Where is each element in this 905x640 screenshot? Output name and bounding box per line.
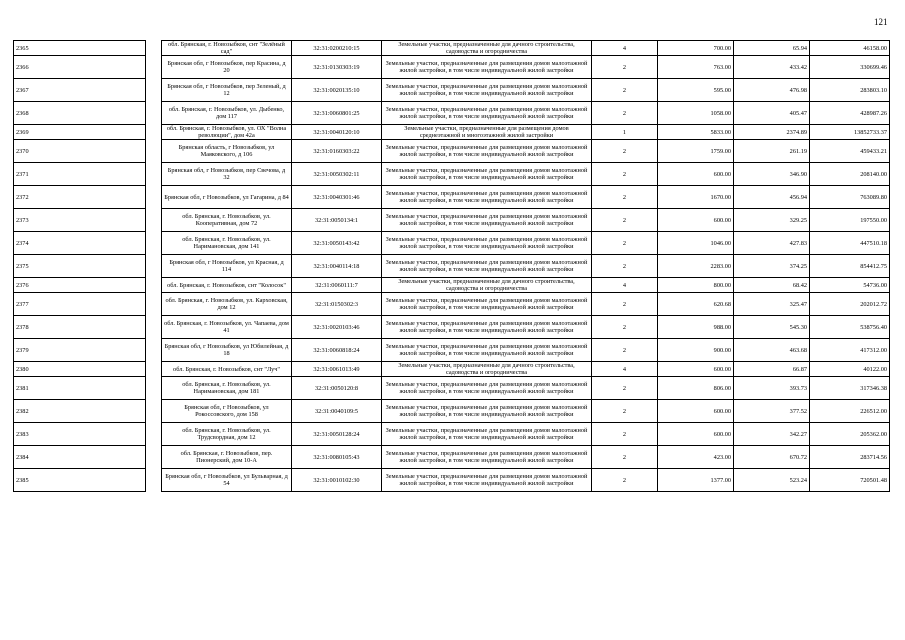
row-number-cell: 2369 bbox=[14, 125, 146, 140]
row-number-cell: 2380 bbox=[14, 362, 146, 377]
land-cadastral-table bbox=[13, 40, 890, 492]
land-use-cell: Земельные участки, предназначенные для дачного строительства, садоводства и огородничества bbox=[382, 41, 592, 56]
table-row bbox=[14, 125, 890, 140]
table-row bbox=[14, 255, 890, 278]
row-number-cell: 2376 bbox=[14, 278, 146, 293]
group-cell: 2 bbox=[592, 255, 658, 278]
land-use-cell: Земельные участки, предназначенные для размещения домов малоэтажной жилой застройки, в том числе индивидуальной жилой застройки bbox=[382, 446, 592, 469]
land-use-cell: Земельные участки, предназначенные для размещения домов малоэтажной жилой застройки, в том числе индивидуальной жилой застройки bbox=[382, 400, 592, 423]
area-cell: 595.00 bbox=[658, 79, 734, 102]
cadastral-number-cell: 32:31:0150302:3 bbox=[292, 293, 382, 316]
spacer-cell bbox=[146, 339, 162, 362]
group-cell: 2 bbox=[592, 423, 658, 446]
cadastral-number-cell: 32:31:0050143:42 bbox=[292, 232, 382, 255]
address-cell: обл. Брянская, г. Новозыбков, ул. Кооперативная, дом 72 bbox=[162, 209, 292, 232]
specific-value-cell: 433.42 bbox=[734, 56, 810, 79]
cadastral-number-cell: 32:31:0020103:46 bbox=[292, 316, 382, 339]
address-cell: Брянская обл, г Новозыбков, ул Рокоссовского, дом 158 bbox=[162, 400, 292, 423]
area-cell: 620.68 bbox=[658, 293, 734, 316]
spacer-cell bbox=[146, 125, 162, 140]
group-cell: 2 bbox=[592, 293, 658, 316]
group-cell: 4 bbox=[592, 278, 658, 293]
specific-value-cell: 523.24 bbox=[734, 469, 810, 492]
row-number-cell: 2366 bbox=[14, 56, 146, 79]
area-cell: 763.00 bbox=[658, 56, 734, 79]
land-use-cell: Земельные участки, предназначенные для дачного строительства, садоводства и огородничества bbox=[382, 278, 592, 293]
area-cell: 2283.00 bbox=[658, 255, 734, 278]
land-use-cell: Земельные участки, предназначенные для размещения домов малоэтажной жилой застройки, в том числе индивидуальной жилой застройки bbox=[382, 293, 592, 316]
address-cell: обл. Брянская, г. Новозыбков, ул. Наримановская, дом 181 bbox=[162, 377, 292, 400]
area-cell: 700.00 bbox=[658, 41, 734, 56]
specific-value-cell: 68.42 bbox=[734, 278, 810, 293]
spacer-cell bbox=[146, 41, 162, 56]
cadastral-value-cell: 40122.00 bbox=[810, 362, 890, 377]
cadastral-value-cell: 417312.00 bbox=[810, 339, 890, 362]
spacer-cell bbox=[146, 423, 162, 446]
area-cell: 1046.00 bbox=[658, 232, 734, 255]
cadastral-value-cell: 46158.00 bbox=[810, 41, 890, 56]
area-cell: 600.00 bbox=[658, 362, 734, 377]
group-cell: 2 bbox=[592, 316, 658, 339]
cadastral-number-cell: 32:31:0200210:15 bbox=[292, 41, 382, 56]
area-cell: 988.00 bbox=[658, 316, 734, 339]
table-row bbox=[14, 56, 890, 79]
specific-value-cell: 463.68 bbox=[734, 339, 810, 362]
group-cell: 2 bbox=[592, 377, 658, 400]
specific-value-cell: 670.72 bbox=[734, 446, 810, 469]
group-cell: 2 bbox=[592, 186, 658, 209]
group-cell: 2 bbox=[592, 102, 658, 125]
address-cell: Брянская обл, г Новозыбков, ул Гагарина, д 84 bbox=[162, 186, 292, 209]
table-row bbox=[14, 316, 890, 339]
table-row bbox=[14, 140, 890, 163]
spacer-cell bbox=[146, 469, 162, 492]
address-cell: обл. Брянская, г. Новозыбков, ул. Карховская, дом 12 bbox=[162, 293, 292, 316]
specific-value-cell: 545.30 bbox=[734, 316, 810, 339]
land-use-cell: Земельные участки, предназначенные для размещения домов малоэтажной жилой застройки, в том числе индивидуальной жилой застройки bbox=[382, 163, 592, 186]
cadastral-number-cell: 32:31:0050120:8 bbox=[292, 377, 382, 400]
cadastral-value-cell: 720501.48 bbox=[810, 469, 890, 492]
group-cell: 2 bbox=[592, 79, 658, 102]
land-use-cell: Земельные участки, предназначенные для размещения домов малоэтажной жилой застройки, в том числе индивидуальной жилой застройки bbox=[382, 377, 592, 400]
cadastral-number-cell: 32:31:0060111:7 bbox=[292, 278, 382, 293]
specific-value-cell: 65.94 bbox=[734, 41, 810, 56]
land-use-cell: Земельные участки, предназначенные для размещения домов малоэтажной жилой застройки, в том числе индивидуальной жилой застройки bbox=[382, 102, 592, 125]
area-cell: 600.00 bbox=[658, 163, 734, 186]
spacer-cell bbox=[146, 140, 162, 163]
area-cell: 423.00 bbox=[658, 446, 734, 469]
specific-value-cell: 261.19 bbox=[734, 140, 810, 163]
spacer-cell bbox=[146, 316, 162, 339]
group-cell: 4 bbox=[592, 41, 658, 56]
land-use-cell: Земельные участки, предназначенные для размещения домов малоэтажной жилой застройки, в том числе индивидуальной жилой застройки bbox=[382, 316, 592, 339]
address-cell: обл. Брянская, г. Новозыбков, снт "Луч" bbox=[162, 362, 292, 377]
specific-value-cell: 325.47 bbox=[734, 293, 810, 316]
cadastral-number-cell: 32:31:0050128:24 bbox=[292, 423, 382, 446]
group-cell: 4 bbox=[592, 362, 658, 377]
specific-value-cell: 346.90 bbox=[734, 163, 810, 186]
row-number-cell: 2372 bbox=[14, 186, 146, 209]
specific-value-cell: 66.87 bbox=[734, 362, 810, 377]
cadastral-number-cell: 32:31:0040114:18 bbox=[292, 255, 382, 278]
land-use-cell: Земельные участки, предназначенные для размещения домов малоэтажной жилой застройки, в том числе индивидуальной жилой застройки bbox=[382, 339, 592, 362]
cadastral-value-cell: 226512.00 bbox=[810, 400, 890, 423]
spacer-cell bbox=[146, 56, 162, 79]
cadastral-value-cell: 854412.75 bbox=[810, 255, 890, 278]
land-use-cell: Земельные участки, предназначенные для размещения домов малоэтажной жилой застройки, в том числе индивидуальной жилой застройки bbox=[382, 469, 592, 492]
specific-value-cell: 374.25 bbox=[734, 255, 810, 278]
table-body bbox=[14, 41, 890, 492]
specific-value-cell: 476.98 bbox=[734, 79, 810, 102]
cadastral-number-cell: 32:31:0160303:22 bbox=[292, 140, 382, 163]
cadastral-value-cell: 538756.40 bbox=[810, 316, 890, 339]
table-row bbox=[14, 423, 890, 446]
area-cell: 600.00 bbox=[658, 400, 734, 423]
cadastral-value-cell: 208140.00 bbox=[810, 163, 890, 186]
row-number-cell: 2379 bbox=[14, 339, 146, 362]
group-cell: 2 bbox=[592, 140, 658, 163]
row-number-cell: 2371 bbox=[14, 163, 146, 186]
group-cell: 2 bbox=[592, 446, 658, 469]
table-row bbox=[14, 339, 890, 362]
land-use-cell: Земельные участки, предназначенные для размещения домов малоэтажной жилой застройки, в том числе индивидуальной жилой застройки bbox=[382, 423, 592, 446]
cadastral-value-cell: 54736.00 bbox=[810, 278, 890, 293]
address-cell: Брянская область, г Новозыбков, ул Маяковского, д 106 bbox=[162, 140, 292, 163]
page-number: 121 bbox=[874, 17, 888, 27]
cadastral-value-cell: 283714.56 bbox=[810, 446, 890, 469]
row-number-cell: 2384 bbox=[14, 446, 146, 469]
land-use-cell: Земельные участки, предназначенные для дачного строительства, садоводства и огородничества bbox=[382, 362, 592, 377]
table-row bbox=[14, 377, 890, 400]
specific-value-cell: 2374.89 bbox=[734, 125, 810, 140]
cadastral-number-cell: 32:31:0061013:49 bbox=[292, 362, 382, 377]
specific-value-cell: 456.94 bbox=[734, 186, 810, 209]
specific-value-cell: 393.73 bbox=[734, 377, 810, 400]
address-cell: Брянская обл, г Новозыбков, ул Юбилейная, д 18 bbox=[162, 339, 292, 362]
group-cell: 2 bbox=[592, 209, 658, 232]
group-cell: 2 bbox=[592, 339, 658, 362]
table-row bbox=[14, 209, 890, 232]
area-cell: 800.00 bbox=[658, 278, 734, 293]
cadastral-value-cell: 202012.72 bbox=[810, 293, 890, 316]
area-cell: 1759.00 bbox=[658, 140, 734, 163]
table-row bbox=[14, 102, 890, 125]
cadastral-number-cell: 32:31:0080105:43 bbox=[292, 446, 382, 469]
cadastral-number-cell: 32:31:0060818:24 bbox=[292, 339, 382, 362]
row-number-cell: 2383 bbox=[14, 423, 146, 446]
cadastral-number-cell: 32:31:0010102:30 bbox=[292, 469, 382, 492]
cadastral-value-cell: 13852733.37 bbox=[810, 125, 890, 140]
cadastral-number-cell: 32:31:0020135:10 bbox=[292, 79, 382, 102]
address-cell: обл. Брянская, г. Новозыбков, снт "Зелёный сад" bbox=[162, 41, 292, 56]
spacer-cell bbox=[146, 163, 162, 186]
cadastral-value-cell: 205362.00 bbox=[810, 423, 890, 446]
group-cell: 2 bbox=[592, 232, 658, 255]
row-number-cell: 2381 bbox=[14, 377, 146, 400]
spacer-cell bbox=[146, 209, 162, 232]
land-use-cell: Земельные участки, предназначенные для размещения домов малоэтажной жилой застройки, в том числе индивидуальной жилой застройки bbox=[382, 56, 592, 79]
cadastral-value-cell: 428987.26 bbox=[810, 102, 890, 125]
land-use-cell: Земельные участки, предназначенные для размещения домов малоэтажной жилой застройки, в том числе индивидуальной жилой застройки bbox=[382, 209, 592, 232]
group-cell: 2 bbox=[592, 56, 658, 79]
table-row bbox=[14, 186, 890, 209]
cadastral-number-cell: 32:31:0040120:10 bbox=[292, 125, 382, 140]
area-cell: 600.00 bbox=[658, 209, 734, 232]
spacer-cell bbox=[146, 377, 162, 400]
cadastral-value-cell: 330699.46 bbox=[810, 56, 890, 79]
specific-value-cell: 329.25 bbox=[734, 209, 810, 232]
table-row bbox=[14, 293, 890, 316]
address-cell: обл. Брянская, г. Новозыбков, ул. Чапаева, дом 41 bbox=[162, 316, 292, 339]
cadastral-value-cell: 447510.18 bbox=[810, 232, 890, 255]
table-row bbox=[14, 232, 890, 255]
land-use-cell: Земельные участки, предназначенные для размещения домов малоэтажной жилой застройки, в том числе индивидуальной жилой застройки bbox=[382, 232, 592, 255]
cadastral-value-cell: 459433.21 bbox=[810, 140, 890, 163]
cadastral-value-cell: 763089.80 bbox=[810, 186, 890, 209]
row-number-cell: 2375 bbox=[14, 255, 146, 278]
table-row bbox=[14, 446, 890, 469]
group-cell: 1 bbox=[592, 125, 658, 140]
address-cell: обл. Брянская, г. Новозыбков, пер. Пионерский, дом 10-А bbox=[162, 446, 292, 469]
spacer-cell bbox=[146, 186, 162, 209]
cadastral-number-cell: 32:31:0050302:11 bbox=[292, 163, 382, 186]
cadastral-number-cell: 32:31:0130303:19 bbox=[292, 56, 382, 79]
row-number-cell: 2370 bbox=[14, 140, 146, 163]
row-number-cell: 2368 bbox=[14, 102, 146, 125]
area-cell: 1670.00 bbox=[658, 186, 734, 209]
spacer-cell bbox=[146, 446, 162, 469]
area-cell: 1058.00 bbox=[658, 102, 734, 125]
specific-value-cell: 427.83 bbox=[734, 232, 810, 255]
row-number-cell: 2373 bbox=[14, 209, 146, 232]
cadastral-number-cell: 32:31:0040109:5 bbox=[292, 400, 382, 423]
land-use-cell: Земельные участки, предназначенные для размещения домов малоэтажной жилой застройки, в том числе индивидуальной жилой застройки bbox=[382, 255, 592, 278]
specific-value-cell: 342.27 bbox=[734, 423, 810, 446]
row-number-cell: 2378 bbox=[14, 316, 146, 339]
table-row bbox=[14, 41, 890, 56]
land-use-cell: Земельные участки, предназначенные для размещения домов малоэтажной жилой застройки, в том числе индивидуальной жилой застройки bbox=[382, 79, 592, 102]
specific-value-cell: 405.47 bbox=[734, 102, 810, 125]
address-cell: обл. Брянская, г. Новозыбков, ул. Наримановская, дом 141 bbox=[162, 232, 292, 255]
row-number-cell: 2382 bbox=[14, 400, 146, 423]
spacer-cell bbox=[146, 362, 162, 377]
row-number-cell: 2377 bbox=[14, 293, 146, 316]
spacer-cell bbox=[146, 278, 162, 293]
table-row bbox=[14, 79, 890, 102]
address-cell: обл. Брянская, г. Новозыбков, ул. Дыбенко, дом 117 bbox=[162, 102, 292, 125]
spacer-cell bbox=[146, 255, 162, 278]
address-cell: Брянская обл, г Новозыбков, пер Свечова, д 32 bbox=[162, 163, 292, 186]
cadastral-number-cell: 32:31:0050134:1 bbox=[292, 209, 382, 232]
cadastral-value-cell: 283803.10 bbox=[810, 79, 890, 102]
land-use-cell: Земельные участки, предназначенные для размещения домов малоэтажной жилой застройки, в том числе индивидуальной жилой застройки bbox=[382, 186, 592, 209]
table-row bbox=[14, 400, 890, 423]
address-cell: обл. Брянская, г. Новозыбков, снт "Колосок" bbox=[162, 278, 292, 293]
row-number-cell: 2367 bbox=[14, 79, 146, 102]
spacer-cell bbox=[146, 293, 162, 316]
group-cell: 2 bbox=[592, 400, 658, 423]
land-use-cell: Земельные участки, предназначенные для размещения домов малоэтажной жилой застройки, в том числе индивидуальной жилой застройки bbox=[382, 140, 592, 163]
address-cell: Брянская обл, г Новозыбков, пер Зеленый, д 12 bbox=[162, 79, 292, 102]
address-cell: Брянская обл, г Новозыбков, ул Красная, д 114 bbox=[162, 255, 292, 278]
spacer-cell bbox=[146, 232, 162, 255]
table-row bbox=[14, 163, 890, 186]
table-row bbox=[14, 278, 890, 293]
area-cell: 5833.00 bbox=[658, 125, 734, 140]
address-cell: обл. Брянская, г. Новозыбков, ул. Трудсвордная, дом 12 bbox=[162, 423, 292, 446]
row-number-cell: 2365 bbox=[14, 41, 146, 56]
group-cell: 2 bbox=[592, 163, 658, 186]
cadastral-value-cell: 197550.00 bbox=[810, 209, 890, 232]
group-cell: 2 bbox=[592, 469, 658, 492]
area-cell: 806.00 bbox=[658, 377, 734, 400]
address-cell: Брянская обл, г Новозыбков, пер Красина, д 20 bbox=[162, 56, 292, 79]
spacer-cell bbox=[146, 400, 162, 423]
table-row bbox=[14, 469, 890, 492]
row-number-cell: 2374 bbox=[14, 232, 146, 255]
row-number-cell: 2385 bbox=[14, 469, 146, 492]
address-cell: обл. Брянская, г. Новозыбков, ул. ОХ "Волна революции", дом 42а bbox=[162, 125, 292, 140]
area-cell: 900.00 bbox=[658, 339, 734, 362]
land-use-cell: Земельные участки, предназначенные для размещения домов среднеэтажной и многоэтажной жилой застройки bbox=[382, 125, 592, 140]
area-cell: 1377.00 bbox=[658, 469, 734, 492]
address-cell: Брянская обл, г Новозыбков, ул Бульварная, д 54 bbox=[162, 469, 292, 492]
specific-value-cell: 377.52 bbox=[734, 400, 810, 423]
area-cell: 600.00 bbox=[658, 423, 734, 446]
table-row bbox=[14, 362, 890, 377]
cadastral-number-cell: 32:31:0040301:46 bbox=[292, 186, 382, 209]
cadastral-value-cell: 317346.38 bbox=[810, 377, 890, 400]
cadastral-number-cell: 32:31:0060801:25 bbox=[292, 102, 382, 125]
spacer-cell bbox=[146, 79, 162, 102]
spacer-cell bbox=[146, 102, 162, 125]
